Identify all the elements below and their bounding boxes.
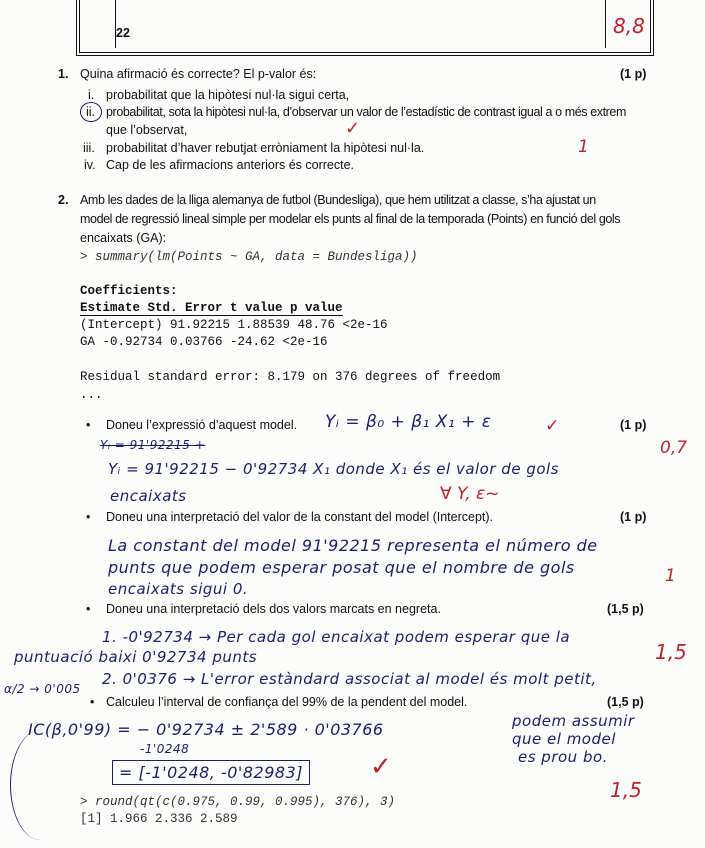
hw-bracket — [10, 730, 71, 840]
option-text: probabilitat d’haver rebutjat erròniament la hipòtesi nul·la. — [106, 141, 425, 155]
hw-struck: Yᵢ = 91'92215 + — [100, 438, 206, 452]
q2-text: model de regressió lineal simple per modelar els punts al final de la temporada (Points) en funció del gols — [80, 212, 621, 226]
hw-answer: punts que podem esperar posat que el nombre de gols — [108, 558, 575, 577]
option-text-cont: que l’observat, — [106, 123, 188, 137]
checkmark-icon: ✓ — [545, 416, 560, 436]
total-grade: 8,8 — [613, 14, 645, 38]
b4-points: (1,5 p) — [607, 695, 644, 709]
hw-answer: 2. 0'0376 → L'error estàndard associat al model és molt petit, — [102, 670, 597, 688]
hw-answer: La constant del model 91'92215 representa el número de — [108, 536, 598, 555]
hw-answer: encaixats — [110, 487, 187, 505]
b2-mark: 1 — [665, 566, 676, 586]
hw-alpha-note: α/2 → 0'005 — [4, 682, 81, 696]
bullet: • — [86, 418, 91, 432]
b1-mark: 0,7 — [660, 438, 688, 458]
residual-text: Residual standard error: 8.179 on 376 degrees of freedom — [80, 370, 501, 384]
q1-text: Quina afirmació és correcte? El p-valor és: — [80, 67, 317, 81]
bullet: • — [86, 510, 91, 524]
q2-text: encaixats (GA): — [80, 231, 167, 245]
hw-answer: 1. -0'92734 → Per cada gol encaixat podem esperar que la — [102, 628, 571, 646]
question-number-cell: 22 — [116, 26, 130, 40]
hw-answer: encaixats sigui 0. — [108, 580, 249, 598]
hw-answer: puntuació baixi 0'92734 punts — [14, 648, 258, 666]
b4-mark: 1,5 — [610, 778, 642, 802]
option-label: iii. — [83, 141, 95, 155]
q1-points: (1 p) — [620, 67, 647, 81]
grade-table — [76, 0, 654, 56]
b1-text: Doneu l’expressió d’aquest model. — [106, 418, 298, 432]
coef-header: Estimate Std. Error t value p value — [80, 301, 343, 315]
option-label: i. — [88, 88, 95, 102]
hw-answer: Yᵢ = 91'92215 − 0'92734 X₁ donde X₁ és el valor de gols — [108, 460, 559, 478]
r-code: > round(qt(c(0.975, 0.99, 0.995), 376), 3) — [80, 795, 396, 809]
coef-row: (Intercept) 91.92215 1.88539 48.76 <2e-16 — [80, 318, 388, 332]
checkmark-icon: ✓ — [345, 118, 361, 139]
b3-mark: 1,5 — [655, 640, 687, 664]
b3-text: Doneu una interpretació dels dos valors marcats en negreta. — [106, 602, 441, 616]
coef-row: GA -0.92734 0.03766 -24.62 <2e-16 — [80, 335, 328, 349]
b4-text: Calculeu l’interval de confiança del 99% de la pendent del model. — [106, 695, 468, 709]
b2-text: Doneu una interpretació del valor de la constant del model (Intercept). — [106, 510, 494, 524]
q1-number: 1. — [58, 67, 69, 81]
q1-mark: 1 — [578, 137, 589, 157]
option-text: probabilitat que la hipòtesi nul·la sigui certa, — [106, 88, 350, 102]
ellipsis: ... — [80, 388, 103, 402]
option-text: probabilitat, sota la hipòtesi nul·la, d’observar un valor de l’estadístic de contrast igual a o més extrem — [106, 105, 626, 119]
checkmark-icon: ✓ — [370, 752, 392, 782]
bullet: • — [90, 695, 95, 709]
q2-text: Amb les dades de la lliga alemanya de futbol (Bundesliga), que hem utilitzat a classe, s’ha ajustat un — [80, 193, 596, 207]
hw-answer: que el model — [512, 730, 616, 748]
option-label: ii. — [86, 105, 96, 119]
hw-ic: IC(β,0'99) = − 0'92734 ± 2'589 · 0'03766 — [28, 720, 384, 739]
b1-points: (1 p) — [620, 418, 647, 432]
coef-title: Coefficients: — [80, 284, 178, 298]
hw-low-bound: -1'0248 — [140, 742, 190, 756]
option-text: Cap de les afirmacions anteriors és correcte. — [106, 158, 355, 172]
hw-answer: es prou bo. — [518, 748, 608, 766]
r-output: [1] 1.966 2.336 2.589 — [80, 812, 238, 826]
hw-correction: ∀ Y, ε~ — [440, 484, 500, 504]
r-code: > summary(lm(Points ~ GA, data = Bundesliga)) — [80, 250, 418, 264]
b2-points: (1 p) — [620, 510, 647, 524]
option-label: iv. — [84, 158, 96, 172]
hw-result-box: = [-1'0248, -0'82983] — [112, 760, 310, 785]
hw-answer: podem assumir — [512, 712, 635, 730]
bullet: • — [86, 602, 91, 616]
q2-number: 2. — [58, 193, 69, 207]
b3-points: (1,5 p) — [607, 602, 644, 616]
hw-model: Yᵢ = β₀ + β₁ X₁ + ε — [325, 412, 492, 432]
